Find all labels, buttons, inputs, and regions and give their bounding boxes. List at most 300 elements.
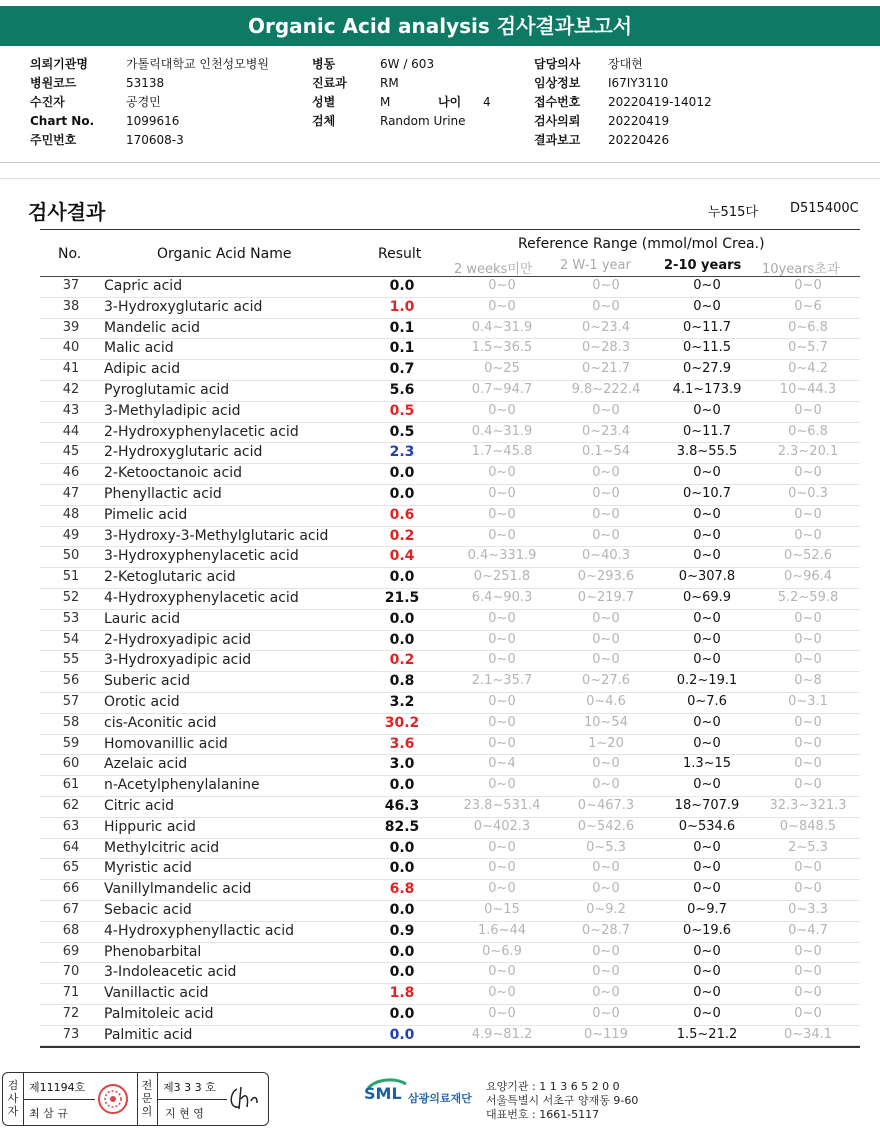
row-acid-name: Vanillylmandelic acid [104,881,252,898]
info-label: 검사의뢰 [534,114,581,128]
row-no: 48 [62,506,80,522]
row-result: 0.0 [389,943,415,960]
tester-label: 검 사 자 [7,1079,19,1118]
row-ref-2weeks: 0~0 [488,485,516,501]
row-result: 0.2 [389,652,415,669]
org-logo-text: SML [364,1084,402,1103]
row-acid-name: Azelaic acid [104,756,188,773]
info-label: 성별 [312,95,336,109]
row-ref-2w-1y: 0~0 [592,631,620,647]
row-acid-name: 2-Ketooctanoic acid [104,465,242,482]
signature-box [2,1072,269,1126]
row-acid-name: Malic acid [104,340,174,357]
row-ref-2w-1y: 0~467.3 [577,797,635,813]
row-ref-2w-1y: 0~0 [592,610,620,626]
table-row [40,506,860,527]
row-no: 57 [62,693,80,709]
row-ref-2-10y: 0~7.6 [687,693,727,709]
row-ref-2weeks: 0~0 [488,610,516,626]
row-ref-10y-plus: 0~52.6 [783,548,833,564]
row-ref-2weeks: 0~0 [488,298,516,314]
row-acid-name: 3-Hydroxyadipic acid [104,652,252,669]
insurance-code: 누515다 [708,205,758,220]
tester-name: 최 삼 규 [29,1107,68,1120]
row-ref-2weeks: 0~0 [488,278,516,293]
row-result: 0.2 [389,527,415,544]
row-no: 60 [62,756,80,772]
row-no: 55 [62,652,80,668]
row-ref-2-10y: 0~0 [693,714,721,730]
row-acid-name: Homovanillic acid [104,735,228,752]
info-value: 장대현 [608,57,643,71]
info-value: 6W / 603 [380,57,435,71]
age-field [438,93,491,110]
row-acid-name: 3-Indoleacetic acid [104,964,237,981]
row-ref-10y-plus: 0~6 [794,298,822,314]
row-no: 39 [62,319,80,335]
row-acid-name: Palmitoleic acid [104,1005,214,1022]
row-ref-2w-1y: 0~23.4 [581,423,631,439]
row-result: 0.0 [389,610,415,627]
row-ref-2-10y: 3.8~55.5 [676,444,738,460]
row-result: 6.8 [389,881,415,898]
row-ref-10y-plus: 2~5.3 [788,839,828,855]
row-ref-2weeks: 0~0 [488,714,516,730]
row-result: 0.0 [389,1026,415,1043]
row-ref-2w-1y: 0~0 [592,777,620,793]
row-ref-2w-1y: 0~293.6 [577,569,635,585]
row-ref-2weeks: 0~0 [488,506,516,522]
org-logo [364,1078,494,1118]
info-label: 병동 [312,57,336,71]
row-ref-2weeks: 0~0 [488,465,516,481]
row-ref-2w-1y: 0~119 [584,1026,628,1042]
row-result: 0.5 [389,402,415,419]
row-no: 73 [62,1026,80,1042]
table-row [40,464,860,485]
info-value: 20220419 [608,114,670,128]
table-row [40,1005,860,1026]
info-label: 주민번호 [30,133,77,147]
header-sub-4: 10years초과 [762,262,840,277]
info-value: M [380,95,391,109]
row-ref-2weeks: 0~0 [488,985,516,1001]
row-ref-2weeks: 0~0 [488,693,516,709]
row-ref-2w-1y: 0~219.7 [577,589,635,605]
info-label: 진료과 [312,76,347,90]
table-row [40,589,860,610]
row-ref-2w-1y: 0~40.3 [581,548,631,564]
row-acid-name: Palmitic acid [104,1026,193,1043]
row-ref-10y-plus: 0~0 [794,777,822,793]
row-no: 64 [62,839,80,855]
row-result: 0.9 [389,922,415,939]
row-ref-2-10y: 0~0 [693,1005,721,1021]
divider [137,1073,138,1125]
table-row [40,402,860,423]
row-ref-2weeks: 0~0 [488,881,516,897]
row-ref-2-10y: 1.3~15 [682,756,732,772]
row-ref-10y-plus: 0~0.3 [788,485,828,501]
care-code: 요양기관 : 1 1 3 6 5 2 0 0 [486,1080,620,1093]
row-result: 0.1 [389,319,415,336]
table-row [40,610,860,631]
row-ref-10y-plus: 0~3.1 [788,693,828,709]
row-ref-2-10y: 0~0 [693,506,721,522]
row-no: 50 [62,548,80,564]
row-acid-name: Vanillactic acid [104,985,209,1002]
row-ref-2-10y: 0~11.5 [682,340,732,356]
row-acid-name: cis-Aconitic acid [104,714,217,731]
row-ref-2w-1y: 0~23.4 [581,319,631,335]
row-ref-2weeks: 1.5~36.5 [471,340,533,356]
row-ref-2-10y: 0~0 [693,548,721,564]
row-result: 0.7 [389,361,415,378]
table-row [40,776,860,797]
row-ref-10y-plus: 0~0 [794,278,822,293]
info-row [30,74,269,93]
row-no: 52 [62,589,80,605]
info-value: I67IY3110 [608,76,669,90]
row-ref-10y-plus: 0~848.5 [779,818,837,834]
header-result: Result [378,246,422,262]
info-label: 병원코드 [30,76,77,90]
row-ref-2weeks: 0.7~94.7 [471,381,533,397]
row-result: 0.8 [389,673,415,690]
row-acid-name: Lauric acid [104,610,181,627]
row-no: 47 [62,485,80,501]
table-row [40,714,860,735]
row-result: 0.0 [389,485,415,502]
info-row [312,55,466,74]
row-ref-2-10y: 0~11.7 [682,423,732,439]
doctor-label: 전 문 의 [141,1079,153,1118]
row-acid-name: 3-Methyladipic acid [104,402,241,419]
row-ref-10y-plus: 0~0 [794,943,822,959]
row-result: 0.0 [389,465,415,482]
row-no: 37 [62,278,80,293]
row-acid-name: Adipic acid [104,361,181,378]
row-ref-10y-plus: 0~8 [794,673,822,689]
divider [157,1099,227,1100]
table-row [40,423,860,444]
row-ref-2w-1y: 0~0 [592,278,620,293]
info-row [30,55,269,74]
info-row [30,131,269,150]
table-row [40,631,860,652]
row-no: 62 [62,797,80,813]
row-ref-2-10y: 0~0 [693,278,721,293]
tester-seal-icon [97,1081,129,1120]
row-ref-2-10y: 0~11.7 [682,319,732,335]
row-ref-2w-1y: 0~0 [592,506,620,522]
row-ref-2w-1y: 0~28.3 [581,340,631,356]
row-ref-10y-plus: 0~3.3 [788,901,828,917]
row-ref-2weeks: 0.4~31.9 [471,319,533,335]
row-no: 46 [62,465,80,481]
table-header [40,229,860,277]
test-code: D515400C [790,201,859,216]
row-no: 58 [62,714,80,730]
info-row [30,112,269,131]
info-value: 170608-3 [126,133,184,147]
row-result: 1.8 [389,985,415,1002]
org-address: 서울특별시 서초구 양재동 9-60 [486,1094,639,1107]
row-ref-10y-plus: 2.3~20.1 [777,444,839,460]
row-ref-10y-plus: 0~0 [794,506,822,522]
row-acid-name: Phenobarbital [104,943,202,960]
table-row [40,277,860,298]
row-ref-2w-1y: 0~0 [592,652,620,668]
row-ref-2-10y: 0~10.7 [682,485,732,501]
row-result: 3.0 [389,756,415,773]
table-row [40,693,860,714]
row-ref-10y-plus: 0~0 [794,652,822,668]
info-label: 임상정보 [534,76,581,90]
table-row [40,527,860,548]
row-no: 45 [62,444,80,460]
row-result: 0.4 [389,548,415,565]
row-ref-2w-1y: 1~20 [588,735,624,751]
row-ref-10y-plus: 0~5.7 [788,340,828,356]
table-row [40,818,860,839]
table-row [40,547,860,568]
row-ref-2-10y: 0~307.8 [678,569,736,585]
row-ref-10y-plus: 0~0 [794,881,822,897]
info-row [534,131,712,150]
table-body [40,277,860,1046]
row-ref-2-10y: 0~534.6 [678,818,736,834]
doctor-name: 지 현 영 [165,1107,204,1120]
row-ref-2-10y: 0~0 [693,465,721,481]
row-ref-2weeks: 0.4~31.9 [471,423,533,439]
row-acid-name: n-Acetylphenylalanine [104,777,260,794]
row-ref-2w-1y: 0~0 [592,943,620,959]
table-row [40,298,860,319]
info-row [534,112,712,131]
row-ref-2-10y: 18~707.9 [674,797,740,813]
row-no: 70 [62,964,80,980]
row-result: 0.0 [389,964,415,981]
header-reference: Reference Range (mmol/mol Crea.) [518,236,765,252]
info-value: 20220426 [608,133,670,147]
row-acid-name: Suberic acid [104,673,191,690]
info-label: 접수번호 [534,95,581,109]
row-no: 54 [62,631,80,647]
row-result: 21.5 [384,589,420,606]
row-ref-2weeks: 0~0 [488,839,516,855]
row-acid-name: Sebacic acid [104,901,192,918]
row-ref-2weeks: 0~0 [488,860,516,876]
row-result: 2.3 [389,444,415,461]
row-acid-name: Orotic acid [104,693,180,710]
row-ref-2w-1y: 0~0 [592,881,620,897]
row-ref-2w-1y: 0~9.2 [586,901,626,917]
row-ref-2w-1y: 10~54 [584,714,628,730]
row-ref-2-10y: 0~69.9 [682,589,732,605]
row-ref-2weeks: 0~4 [488,756,516,772]
row-ref-2-10y: 1.5~21.2 [676,1026,738,1042]
info-row [312,74,466,93]
row-result: 30.2 [384,714,420,731]
row-ref-10y-plus: 0~6.8 [788,319,828,335]
doctor-license: 제3 3 3 호 [163,1081,216,1094]
row-acid-name: Phenyllactic acid [104,485,222,502]
row-ref-2weeks: 0~0 [488,402,516,418]
row-ref-2weeks: 0~0 [488,652,516,668]
row-ref-10y-plus: 0~96.4 [783,569,833,585]
row-result: 3.2 [389,693,415,710]
row-acid-name: 4-Hydroxyphenyllactic acid [104,922,294,939]
table-row [40,485,860,506]
row-ref-2weeks: 0~251.8 [473,569,531,585]
row-no: 40 [62,340,80,356]
info-row [534,93,712,112]
row-acid-name: Hippuric acid [104,818,196,835]
row-ref-2-10y: 0~0 [693,860,721,876]
divider [23,1099,95,1100]
row-acid-name: Mandelic acid [104,319,201,336]
row-no: 63 [62,818,80,834]
info-value: 공경민 [126,95,161,109]
header-sub-3: 2-10 years [664,258,742,273]
row-result: 0.0 [389,901,415,918]
row-ref-2w-1y: 0~5.3 [586,839,626,855]
info-label: 의뢰기관명 [30,57,88,71]
info-row [30,93,269,112]
info-label: 담당의사 [534,57,581,71]
info-value: 가톨릭대학교 인천성모병원 [126,57,269,71]
row-no: 41 [62,361,80,377]
info-label: Chart No. [30,114,95,128]
row-acid-name: 2-Hydroxyadipic acid [104,631,252,648]
info-value: 53138 [126,76,165,90]
row-ref-2w-1y: 0~0 [592,485,620,501]
row-acid-name: Capric acid [104,278,183,294]
row-no: 44 [62,423,80,439]
row-no: 69 [62,943,80,959]
row-ref-10y-plus: 0~0 [794,402,822,418]
row-ref-2w-1y: 0~21.7 [581,361,631,377]
org-phone: 대표번호 : 1661-5117 [486,1108,600,1121]
row-ref-2-10y: 0~19.6 [682,922,732,938]
patient-info [30,55,870,151]
row-ref-2weeks: 23.8~531.4 [463,797,541,813]
info-row [312,112,466,131]
row-result: 0.1 [389,340,415,357]
table-row [40,339,860,360]
table-row [40,672,860,693]
row-ref-2weeks: 1.7~45.8 [471,444,533,460]
row-no: 42 [62,381,80,397]
row-ref-2weeks: 0~402.3 [473,818,531,834]
row-ref-2w-1y: 0.1~54 [581,444,631,460]
row-ref-10y-plus: 0~4.7 [788,922,828,938]
row-ref-10y-plus: 0~0 [794,985,822,1001]
row-ref-2weeks: 0~0 [488,964,516,980]
table-row [40,755,860,776]
row-ref-2w-1y: 9.8~222.4 [571,381,641,397]
row-result: 0.0 [389,860,415,877]
info-label: 검체 [312,114,336,128]
table-row [40,381,860,402]
row-ref-2weeks: 0~15 [484,901,520,917]
row-no: 65 [62,860,80,876]
table-row [40,1026,860,1047]
row-ref-10y-plus: 0~0 [794,465,822,481]
row-ref-10y-plus: 0~0 [794,527,822,543]
row-ref-10y-plus: 0~4.2 [788,361,828,377]
row-result: 0.0 [389,569,415,586]
row-ref-2-10y: 4.1~173.9 [672,381,742,397]
table-row [40,901,860,922]
row-ref-10y-plus: 0~34.1 [783,1026,833,1042]
row-no: 59 [62,735,80,751]
table-row [40,859,860,880]
table-row [40,943,860,964]
row-ref-2w-1y: 0~542.6 [577,818,635,834]
header-name: Organic Acid Name [157,246,292,262]
row-ref-2-10y: 0.2~19.1 [676,673,738,689]
doctor-signature-icon [227,1083,263,1118]
row-ref-2weeks: 2.1~35.7 [471,673,533,689]
row-acid-name: Pimelic acid [104,506,188,523]
patient-info-col1 [30,55,269,150]
table-row [40,839,860,860]
age-value: 4 [483,95,491,109]
row-acid-name: 2-Ketoglutaric acid [104,569,236,586]
row-no: 53 [62,610,80,626]
row-ref-2-10y: 0~0 [693,943,721,959]
row-acid-name: 4-Hydroxyphenylacetic acid [104,589,299,606]
table-row [40,735,860,756]
table-row [40,797,860,818]
row-result: 0.0 [389,1005,415,1022]
row-ref-2-10y: 0~0 [693,735,721,751]
row-ref-10y-plus: 5.2~59.8 [777,589,839,605]
row-ref-10y-plus: 0~0 [794,714,822,730]
row-acid-name: 2-Hydroxyglutaric acid [104,444,263,461]
row-ref-2weeks: 0~0 [488,527,516,543]
table-row [40,568,860,589]
row-ref-2-10y: 0~0 [693,985,721,1001]
row-acid-name: 3-Hydroxyphenylacetic acid [104,548,299,565]
row-result: 0.0 [389,777,415,794]
row-no: 43 [62,402,80,418]
info-value: RM [380,76,399,90]
row-no: 66 [62,881,80,897]
row-ref-2w-1y: 0~0 [592,1005,620,1021]
row-no: 72 [62,1005,80,1021]
row-result: 0.5 [389,423,415,440]
row-ref-2-10y: 0~0 [693,839,721,855]
row-ref-10y-plus: 0~0 [794,610,822,626]
row-ref-2-10y: 0~27.9 [682,361,732,377]
row-acid-name: 3-Hydroxy-3-Methylglutaric acid [104,527,329,544]
row-ref-10y-plus: 32.3~321.3 [769,797,847,813]
row-ref-2w-1y: 0~0 [592,756,620,772]
table-row [40,880,860,901]
table-row [40,963,860,984]
row-ref-10y-plus: 0~0 [794,756,822,772]
row-result: 1.0 [389,298,415,315]
row-no: 68 [62,922,80,938]
row-ref-2weeks: 0~0 [488,631,516,647]
row-no: 56 [62,673,80,689]
row-ref-2-10y: 0~0 [693,402,721,418]
row-ref-2weeks: 4.9~81.2 [471,1026,533,1042]
row-ref-2w-1y: 0~0 [592,964,620,980]
